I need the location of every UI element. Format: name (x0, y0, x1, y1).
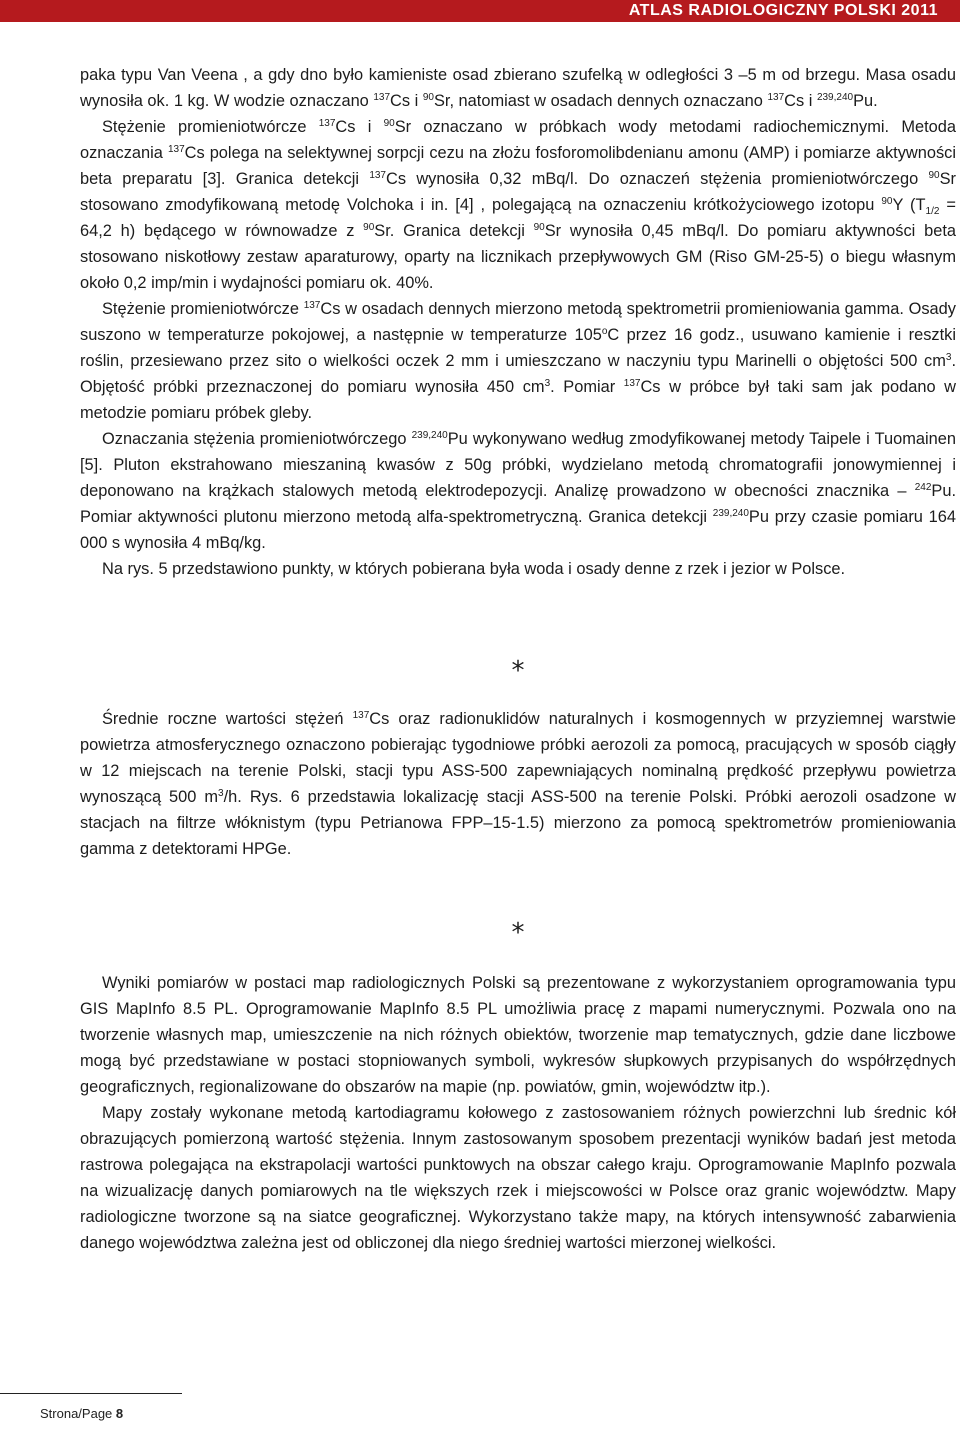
superscript: 239,240 (816, 92, 854, 103)
superscript: 3 (218, 788, 224, 799)
page-label: Strona/Page (40, 1406, 113, 1421)
header-bar (0, 0, 960, 22)
superscript: 3 (544, 378, 551, 389)
superscript: 90 (533, 222, 545, 233)
superscript: 242 (914, 482, 932, 493)
article-body (80, 62, 956, 1256)
superscript: 137 (767, 92, 785, 103)
paragraph-sampling: paka typu Van Veena , a gdy dno było kamieniste osad zbierano szufelką w odległości 3 –5 m od brzegu. Masa osadu wynosiła ok. 1 kg. W wodzie oznaczano $^{137}$Cs i $^{90}$Sr, natomiast w osadach dennych oznaczano $^{137}$Cs i $^{239,240}$Pu. (80, 66, 956, 110)
superscript: 137 (167, 144, 185, 155)
paragraph-plutonium-method: Oznaczania stężenia promieniotwórczego $^{239,240}$Pu wykonywano według zmodyfikowanej metody Taipele i Tuomainen [5]. Pluton ekstrahowano mieszaniną kwasów z 50g próbki, wydzielano metodą chromatografii jonowymiennej i deponowano na krążkach stalowych metodą elektrodepozycji. Analizę prowadzono w obecności znacznika – $^{242}$Pu. Pomiar aktywności plutonu mierzono metodą alfa-spektrometryczną. Granica detekcji $^{239,240}$Pu przy czasie pomiaru 164 000 s wynosiła 4 mBq/kg. (80, 430, 956, 552)
paragraph-figure5-reference: Na rys. 5 przedstawiono punkty, w których pobierana była woda i osady denne z rzek i jezior w Polsce. (102, 560, 846, 578)
superscript: 90 (928, 170, 940, 181)
subscript: 1/2 (925, 206, 940, 217)
page-footer (40, 1406, 123, 1421)
superscript: 90 (363, 222, 375, 233)
superscript: 137 (303, 300, 321, 311)
paragraph-map-methods: Mapy zostały wykonane metodą kartodiagramu kołowego z zastosowaniem różnych powierzchni lub średnic kół obrazujących pomierzoną wartość stężenia. Innym zastosowanym sposobem prezentacji wyników badań jest metoda rastrowa polegająca na ekstrapolacji wartości punktowych na obszar całego kraju. Oprogramowanie MapInfo pozwala na wizualizację danych pomiarowych na tle większych rzek i miejscowości w Polsce oraz granic województw. Mapy radiologiczne tworzone są na siatce geograficznej. Wykorzystano także mapy, na których intensywność zabarwienia danego województwa zależna jest od obliczonej dla niego średniej wartości mierzonej wielkości. (80, 1104, 956, 1252)
footer-divider (0, 1393, 182, 1394)
superscript: 239,240 (411, 430, 448, 441)
atlas-title: ATLAS RADIOLOGICZNY POLSKI 2011 (628, 2, 938, 19)
superscript: o (601, 326, 608, 337)
superscript: 90 (422, 92, 434, 103)
superscript: 90 (383, 118, 395, 129)
superscript: 137 (318, 118, 336, 129)
superscript: 137 (373, 92, 391, 103)
superscript: 137 (369, 170, 386, 181)
paragraph-water-method: Stężenie promieniotwórcze $^{137}$Cs i $^{90}$Sr oznaczano w próbkach wody metodami radiochemicznymi. Metoda oznaczania $^{137}$Cs polega na selektywnej sorpcji cezu na złożu fosforomolibdenianu amonu (AMP) i pomiarze aktywności beta preparatu [3]. Granica detekcji $^{137}$Cs wynosiła 0,32 mBq/l. Do oznaczeń stężenia promieniotwórczego $^{90}$Sr stosowano zmodyfikowaną metodę Volchoka i in. [4] , polegającą na oznaczeniu krótkożyciowego izotopu $^{90}$Y ($T_{1/2} = 64,2$ h) będącego w równowadze z $^{90}$Sr. Granica detekcji $^{90}$Sr wynosiła 0,45 mBq/l. Do pomiaru aktywności beta stosowano niskotłowy zestaw aparaturowy, oparty na licznikach przepływowych GM (Riso GM-25-5) o biegu własnym około 0,2 imp/min i wydajności pomiaru ok. 40%. (80, 118, 956, 292)
section-separator: * (511, 918, 525, 948)
paragraph-mapinfo: Wyniki pomiarów w postaci map radiologicznych Polski są prezentowane z wykorzystaniem oprogramowania typu GIS MapInfo 8.5 PL. Oprogramowanie MapInfo 8.5 PL umożliwia pracę z mapami numerycznymi. Pozwala ono na tworzenie własnych map, umieszczenie na nich różnych obiektów, tworzenie map tematycznych, gdzie dane liczbowe mogą być przedstawiane w postaci stopniowanych symboli, wykresów słupkowych przypisanych do współrzędnych geograficznych, regionalizowane do obszarów na mapie (np. powiatów, gmin, województw itp.). (80, 974, 956, 1096)
superscript: 137 (352, 710, 370, 721)
paragraph-sediment-method: Stężenie promieniotwórcze $^{137}$Cs w osadach dennych mierzono metodą spektrometrii promieniowania gamma. Osady suszono w temperaturze pokojowej, a następnie w temperaturze 105$^o$C przez 16 godz., usuwano kamienie i resztki roślin, przesiewano przez sito o wielkości oczek 2 mm i umieszczano w naczyniu typu Marinelli o objętości 500 $cm^3$. Objętość próbki przeznaczonej do pomiaru wynosiła 450 $cm^3$. Pomiar $^{137}$Cs w próbce był taki sam jak podano w metodzie pomiaru próbek gleby. (80, 300, 956, 422)
page-number: 8 (115, 1406, 124, 1421)
section-separator: * (511, 656, 525, 686)
superscript: 239,240 (712, 508, 749, 519)
superscript: 90 (881, 196, 893, 207)
superscript: 137 (623, 378, 641, 389)
superscript: 3 (945, 352, 952, 363)
paragraph-aerosol-stations: Średnie roczne wartości stężeń $^{137}$Cs oraz radionuklidów naturalnych i kosmogennych w przyziemnej warstwie powietrza atmosferycznego oznaczono pobierając tygodniowe próbki aerozoli za pomocą, pracujących w sposób ciągły w 12 miejscach na terenie Polski, stacji typu ASS-500 zapewniających nominalną prędkość przepływu powietrza wynoszącą 500 $m^3/h$. Rys. 6 przedstawia lokalizację stacji ASS-500 na terenie Polski. Próbki aerozoli osadzone w stacjach na filtrze włóknistym (typu Petrianowa FPP–15-1.5) mierzono za pomocą spektrometrów promieniowania gamma z detektorami HPGe. (80, 710, 957, 858)
